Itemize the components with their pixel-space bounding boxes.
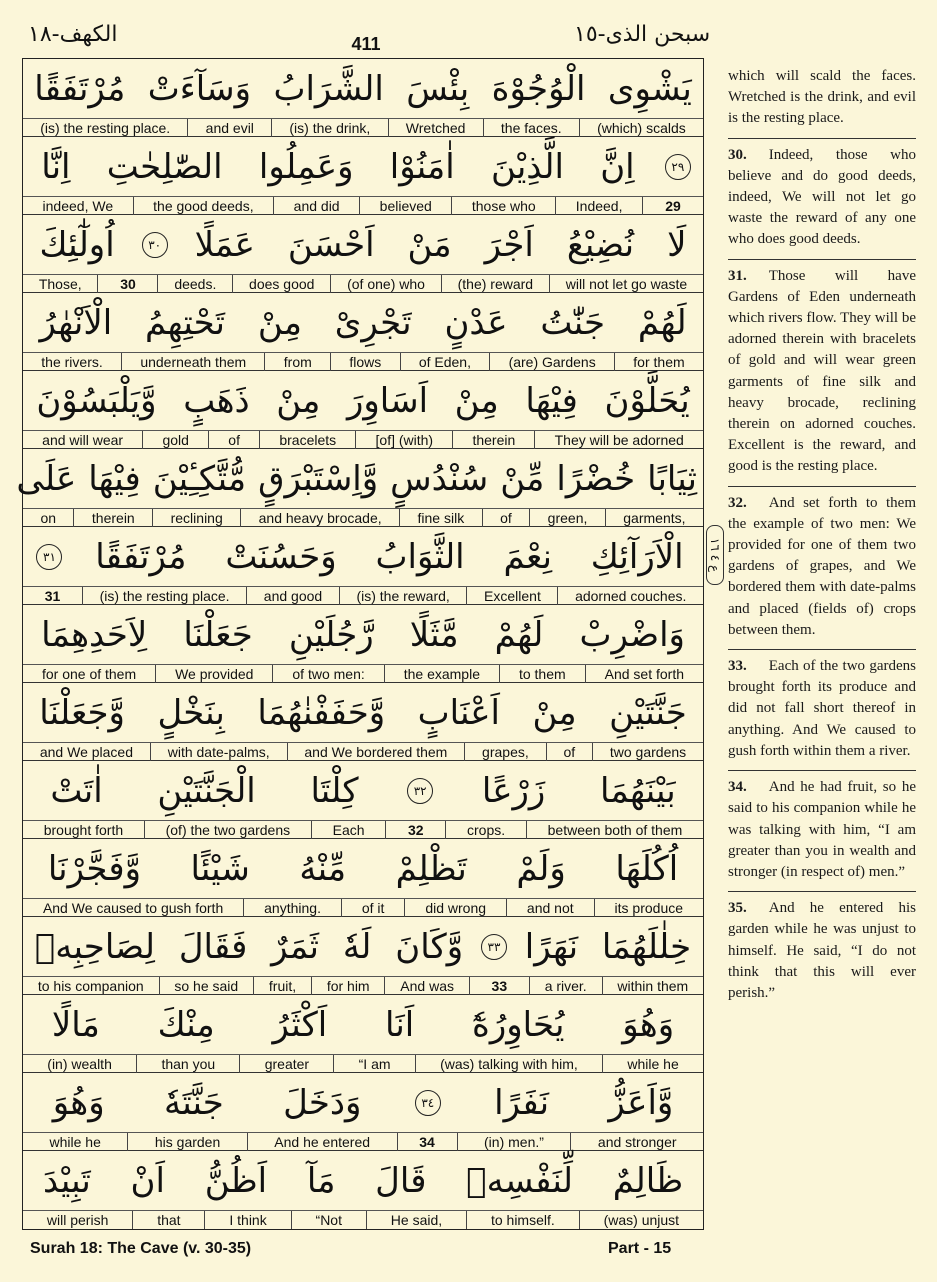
paragraph-text: And set forth to them the example of two men: We provided for one of them two gardens of grapes, and We bordered them with date-palms and placed (fields of) crops between them. [728, 494, 916, 638]
translation-line [23, 430, 703, 449]
arabic-word: وَهُوَ [622, 1005, 675, 1045]
word-gloss: does good [233, 275, 331, 293]
verse-row [23, 605, 703, 683]
word-gloss: indeed, We [23, 197, 134, 215]
word-gloss: He said, [367, 1211, 467, 1229]
arabic-word: مَنْ [407, 225, 452, 265]
arabic-word: يُحَلَّوْنَ [604, 381, 690, 421]
paragraph-divider [728, 138, 916, 139]
arabic-word: اِنَّ [600, 147, 635, 187]
verse-number-cell: 34 [398, 1133, 458, 1151]
arabic-word: اَنْ [130, 1161, 165, 1201]
verse-number: 31. [728, 267, 747, 284]
word-gloss: therein [453, 431, 535, 449]
verse-number-cell: 33 [470, 977, 530, 995]
arabic-word: اٰتَتْ [50, 771, 103, 811]
verse-row [23, 995, 703, 1073]
paragraph-divider [728, 486, 916, 487]
header-juz-name: سبحن الذى-١٥ [574, 22, 711, 47]
arabic-line [23, 59, 703, 119]
word-gloss: to himself. [467, 1211, 580, 1229]
verse-number: 34. [728, 779, 747, 796]
word-gloss: crops. [446, 821, 527, 839]
word-gloss: And he entered [248, 1133, 398, 1151]
arabic-word: لِاَحَدِهِمَا [41, 615, 148, 655]
translation-line [23, 196, 703, 215]
arabic-line [23, 137, 703, 197]
arabic-word: بِئْسَ [406, 69, 470, 109]
word-gloss: gold [143, 431, 209, 449]
verse-row [23, 839, 703, 917]
arabic-line [23, 215, 703, 275]
arabic-word: الثَّوَابُ [375, 537, 465, 577]
word-gloss: underneath them [122, 353, 265, 371]
word-gloss: and evil [188, 119, 272, 137]
paragraph-divider [728, 770, 916, 771]
word-gloss: and will wear [23, 431, 143, 449]
translation-line [23, 1132, 703, 1151]
arabic-line [23, 917, 703, 977]
footer-part-number: Part - 15 [608, 1240, 672, 1257]
arabic-word: اُكُلَهَا [615, 849, 679, 889]
arabic-word: زَرْعًا [481, 771, 546, 811]
word-gloss: believed [360, 197, 452, 215]
word-gloss: (the) reward [442, 275, 550, 293]
arabic-word: خُضْرًا [556, 459, 636, 499]
arabic-word: نُضِيْعُ [566, 225, 635, 265]
verse-number-cell: 32 [386, 821, 446, 839]
arabic-word: اَحْسَنَ [287, 225, 375, 265]
word-gloss: and We bordered them [288, 743, 466, 761]
arabic-word: لَا [667, 225, 687, 265]
word-gloss: And set forth [604, 666, 684, 682]
paragraph-text: Each of the two gardens brought forth its produce and did not fall short thereof in anything. And We caused to gush forth within them a river. [728, 658, 916, 759]
word-gloss: Each [312, 821, 386, 839]
word-gloss: fine silk [400, 509, 483, 527]
arabic-word: يَشْوِى [607, 69, 692, 109]
word-gloss: will perish [23, 1211, 133, 1229]
word-gloss: greater [240, 1055, 334, 1073]
verse-row [23, 293, 703, 371]
arabic-word: عَمَلًا [194, 225, 255, 265]
word-gloss: and not [507, 899, 595, 917]
word-gloss: on [23, 509, 74, 527]
arabic-line [23, 995, 703, 1055]
arabic-word: جَنّٰتُ [540, 303, 606, 343]
word-gloss: Indeed, [556, 197, 643, 215]
word-gloss: while he [23, 1133, 128, 1151]
arabic-word: فِيْهَا [88, 459, 141, 499]
arabic-line [16, 449, 703, 509]
arabic-word: وَّيَلْبَسُوْنَ [36, 381, 157, 421]
header-surah-name: الكهف-١٨ [28, 22, 118, 47]
paragraph-text: Indeed, those who believe and do good deeds, indeed, We will not let go waste the reward of any one who does good deeds. [728, 146, 916, 248]
verse-end-marker: ٣٠ [142, 232, 168, 258]
arabic-word: وَّجَعَلْنَا [39, 693, 125, 733]
arabic-line [23, 1073, 703, 1133]
arabic-line [23, 1151, 703, 1211]
verse-row [23, 59, 703, 137]
word-gloss: and We placed [23, 743, 151, 761]
word-gloss: “I am [334, 1055, 415, 1073]
word-gloss: (was) talking with him, [416, 1055, 603, 1073]
arabic-word: مِنْكَ [157, 1005, 215, 1045]
arabic-word: اَنَا [384, 1005, 415, 1045]
arabic-line [23, 839, 703, 899]
word-gloss: within them [617, 978, 689, 994]
word-gloss: the rivers. [23, 353, 122, 371]
arabic-line [23, 527, 703, 587]
arabic-word: وَاضْرِبْ [579, 615, 685, 655]
word-gloss: grapes, [465, 743, 546, 761]
translation-line [23, 1054, 703, 1073]
arabic-word: اَظُنُّ [204, 1161, 268, 1201]
word-gloss: the good deeds, [134, 197, 274, 215]
ruku-marker: ع ٤ ١٦ [706, 525, 724, 585]
arabic-word: الْجَنَّتَيْنِ [157, 771, 256, 811]
arabic-word: خِلٰلَهُمَا [601, 927, 692, 967]
arabic-word: عَدْنٍ [444, 303, 508, 343]
word-gloss: flows [331, 353, 400, 371]
arabic-word: اَسَاوِرَ [346, 381, 429, 421]
word-gloss: with date-palms, [151, 743, 288, 761]
arabic-line [23, 371, 703, 431]
arabic-line [23, 683, 703, 743]
word-gloss: between both of them [547, 822, 683, 838]
word-gloss: They will be adorned [554, 432, 684, 448]
word-by-word-grid [16, 58, 704, 1230]
translation-paragraph [728, 898, 916, 1004]
arabic-word: وَحَسُنَتْ [225, 537, 337, 577]
arabic-word: اِنَّا [41, 147, 71, 187]
verse-row [23, 527, 703, 605]
word-gloss: its produce [614, 900, 684, 916]
word-gloss: of Eden, [401, 353, 491, 371]
verse-number-cell: 29 [665, 198, 681, 214]
arabic-word: بَيْنَهُمَا [600, 771, 676, 811]
paragraph-text: which will scald the faces. Wretched is the drink, and evil is the resting place. [728, 68, 916, 127]
word-gloss: reclining [153, 509, 241, 527]
word-gloss: therein [74, 509, 153, 527]
arabic-word: الشَّرَابُ [273, 69, 384, 109]
verse-number: 35. [728, 900, 747, 917]
arabic-word: مِنْ [454, 381, 499, 421]
arabic-word: لِّنَفْسِهٖ [466, 1161, 573, 1201]
word-gloss: Excellent [467, 587, 558, 605]
arabic-word: الْاَرَآئِكِ [590, 537, 684, 577]
translation-line [23, 664, 703, 683]
arabic-word: مَالًا [51, 1005, 100, 1045]
word-gloss: and did [274, 197, 360, 215]
arabic-word: بِنَخْلٍ [157, 693, 225, 733]
arabic-word: وَّحَفَفْنٰهُمَا [257, 693, 386, 733]
word-gloss: the faces. [484, 119, 580, 137]
word-gloss: a river. [530, 977, 603, 995]
arabic-word: وَّاَعَزُّ [608, 1083, 674, 1123]
translation-line [23, 508, 703, 527]
arabic-line [23, 761, 703, 821]
arabic-word: تَحْتِهِمُ [145, 303, 226, 343]
arabic-word: كِلْتَا [310, 771, 359, 811]
arabic-word: تَظْلِمْ [395, 849, 467, 889]
word-gloss: green, [530, 509, 606, 527]
footer-surah-reference: Surah 18: The Cave (v. 30-35) [30, 1240, 252, 1257]
arabic-word: نِعْمَ [503, 537, 552, 577]
arabic-word: اَكْثَرُ [272, 1005, 328, 1045]
translation-paragraph [728, 656, 916, 762]
translation-paragraph [728, 777, 916, 883]
word-gloss: adorned couches. [575, 588, 687, 604]
word-gloss: and heavy brocade, [241, 509, 400, 527]
arabic-word: وَسَآءَتْ [147, 69, 252, 109]
word-gloss: deeds. [158, 275, 233, 293]
translation-line [23, 352, 703, 371]
word-gloss: than you [137, 1055, 240, 1073]
arabic-word: اَجْرَ [484, 225, 534, 265]
word-gloss: (of) the two gardens [145, 821, 312, 839]
word-gloss: of [209, 431, 260, 449]
word-gloss: so he said [160, 977, 255, 995]
arabic-word: اَعْنَابٍ [417, 693, 501, 733]
verse-end-marker: ٣٤ [415, 1090, 441, 1116]
word-gloss: fruit, [254, 977, 312, 995]
word-gloss: to them [500, 665, 586, 683]
verse-number: 33. [728, 658, 747, 675]
word-gloss: and good [247, 587, 340, 605]
word-gloss: did wrong [405, 899, 507, 917]
verse-row [23, 761, 703, 839]
verse-number: 32. [728, 494, 747, 511]
arabic-word: وَهُوَ [52, 1083, 105, 1123]
word-gloss: will not let go waste [565, 276, 688, 292]
word-gloss: brought forth [23, 821, 145, 839]
verse-row [23, 683, 703, 761]
arabic-word: وَّاِسْتَبْرَقٍ [258, 459, 379, 499]
word-gloss: of it [342, 899, 405, 917]
arabic-word: الْاَنْهٰرُ [39, 303, 113, 343]
word-gloss: (is) the reward, [340, 587, 468, 605]
arabic-word: مَآ [306, 1161, 336, 1201]
word-gloss: those who [452, 197, 556, 215]
word-gloss: for them [633, 354, 685, 370]
translation-commentary [728, 66, 916, 1012]
arabic-line [23, 605, 703, 665]
paragraph-text: And he had fruit, so he said to his companion while he was talking with him, “I am greater than you in wealth and stronger (in respect of) men.” [728, 779, 916, 880]
translation-line [23, 820, 703, 839]
arabic-word: ثِيَابًا [647, 459, 697, 499]
word-gloss: of [483, 509, 531, 527]
arabic-word: تَجْرِىْ [334, 303, 412, 343]
arabic-word: مَّثَلًا [409, 615, 459, 655]
arabic-word: نَفَرًا [494, 1083, 550, 1123]
verse-row [23, 1151, 703, 1229]
word-gloss: And We caused to gush forth [23, 899, 244, 917]
arabic-word: وَدَخَلَ [283, 1083, 362, 1123]
verse-end-marker: ٣٢ [407, 778, 433, 804]
word-gloss: And was [385, 977, 469, 995]
verse-row [16, 449, 703, 527]
verse-row [23, 137, 703, 215]
arabic-word: الصّٰلِحٰتِ [106, 147, 223, 187]
arabic-word: مِنْ [532, 693, 577, 733]
translation-line [23, 274, 703, 293]
arabic-word: لِصَاحِبِهٖ [34, 927, 156, 967]
arabic-word: وَلَمْ [516, 849, 566, 889]
verse-row [23, 917, 703, 995]
word-gloss: Those, [23, 275, 98, 293]
translation-line [23, 976, 703, 995]
word-gloss: of [547, 743, 593, 761]
word-gloss: (is) the resting place. [23, 119, 188, 137]
word-gloss: and stronger [597, 1134, 677, 1150]
paragraph-text: Those will have Gardens of Eden underneath which rivers flow. They will be adorned therein with bracelets of gold and will wear green garments of fine silk and heavy brocade, reclining therein on adorned couches. Excellent is the reward, and good is the resting place. [728, 267, 916, 475]
word-gloss: the example [385, 665, 500, 683]
word-gloss: (which) scalds [597, 120, 686, 136]
verse-row [23, 215, 703, 293]
word-gloss: bracelets [260, 431, 356, 449]
translation-line [23, 898, 703, 917]
word-gloss: two gardens [609, 744, 687, 760]
word-gloss: (in) wealth [23, 1055, 137, 1073]
word-gloss: We provided [156, 665, 273, 683]
word-gloss: to his companion [23, 977, 160, 995]
word-gloss: I think [205, 1211, 291, 1229]
word-gloss: “Not [292, 1211, 367, 1229]
verse-end-marker: ٢٩ [665, 154, 691, 180]
word-gloss: (are) Gardens [490, 353, 615, 371]
verse-row [23, 371, 703, 449]
arabic-word: عَلَى [16, 459, 77, 499]
arabic-word: يُحَاوِرُهٗٓ [472, 1005, 565, 1045]
word-gloss: (was) unjust [603, 1212, 680, 1228]
paragraph-divider [728, 259, 916, 260]
arabic-word: لَهُمْ [637, 303, 687, 343]
word-gloss: anything. [244, 899, 342, 917]
paragraph-divider [728, 891, 916, 892]
arabic-word: فَقَالَ [178, 927, 248, 967]
arabic-word: مُرْتَفَقًا [34, 69, 126, 109]
translation-line [23, 586, 703, 605]
paragraph-text: And he entered his garden while he was unjust to himself. He said, “I do not think that this will ever perish.” [728, 900, 916, 1001]
arabic-line [23, 293, 703, 353]
arabic-word: ظَالِمٌ [612, 1161, 684, 1201]
arabic-word: قَالَ [375, 1161, 427, 1201]
word-gloss: (is) the resting place. [83, 587, 247, 605]
translation-paragraph [728, 266, 916, 478]
arabic-word: مِنْ [257, 303, 302, 343]
translation-line [23, 118, 703, 137]
arabic-word: سُنْدُسٍ [390, 459, 489, 499]
arabic-word: الْوُجُوْهَ [491, 69, 586, 109]
arabic-word: مُّتَّكِـِٔيْنَ [152, 459, 247, 499]
arabic-word: لَهٗ [342, 927, 372, 967]
arabic-word: نَهَرًا [524, 927, 579, 967]
translation-paragraph [728, 493, 916, 641]
word-gloss: of two men: [273, 665, 384, 683]
arabic-word: اُولٰٓئِكَ [39, 225, 115, 265]
arabic-word: وَّكَانَ [395, 927, 464, 967]
translation-paragraph [728, 145, 916, 251]
arabic-word: جَنَّتَهٗ [164, 1083, 224, 1123]
word-gloss: (in) men.” [458, 1133, 572, 1151]
verse-end-marker: ٣٣ [481, 934, 507, 960]
arabic-word: ثَمَرٌ [271, 927, 320, 967]
arabic-word: ذَهَبٍ [183, 381, 250, 421]
verse-row [23, 1073, 703, 1151]
word-gloss: his garden [128, 1133, 247, 1151]
arabic-word: تَبِيْدَ [42, 1161, 91, 1201]
arabic-word: وَعَمِلُوا [258, 147, 354, 187]
translation-line [23, 1210, 703, 1229]
word-gloss: from [265, 353, 331, 371]
word-gloss: (of one) who [331, 275, 442, 293]
arabic-word: وَّفَجَّرْنَا [47, 849, 142, 889]
arabic-word: الَّذِيْنَ [490, 147, 564, 187]
arabic-word: شَيْئًا [190, 849, 250, 889]
arabic-word: جَعَلْنَا [183, 615, 253, 655]
word-gloss: (is) the drink, [272, 119, 388, 137]
translation-line [23, 742, 703, 761]
word-gloss: for one of them [23, 665, 156, 683]
page-number: 411 [351, 34, 381, 54]
arabic-word: مِّنْ [500, 459, 545, 499]
word-gloss: that [133, 1211, 205, 1229]
arabic-word: مِنْ [276, 381, 321, 421]
word-gloss: garments, [623, 510, 686, 526]
word-gloss: Wretched [389, 119, 484, 137]
word-gloss: while he [627, 1056, 679, 1072]
arabic-word: مُرْتَفَقًا [95, 537, 187, 577]
arabic-word: فِيْهَا [525, 381, 578, 421]
arabic-word: مِّنْهُ [299, 849, 347, 889]
verse-number-cell: 30 [98, 275, 158, 293]
translation-paragraph [728, 66, 916, 130]
arabic-word: جَنَّتَيْنِ [609, 693, 687, 733]
word-gloss: [of] (with) [356, 431, 453, 449]
arabic-word: اٰمَنُوْا [389, 147, 455, 187]
verse-end-marker: ٣١ [36, 544, 62, 570]
arabic-word: رَّجُلَيْنِ [288, 615, 374, 655]
verse-number: 30. [728, 146, 747, 163]
verse-number-cell: 31 [23, 587, 83, 605]
paragraph-divider [728, 649, 916, 650]
arabic-word: لَهُمْ [494, 615, 544, 655]
word-gloss: for him [312, 977, 385, 995]
